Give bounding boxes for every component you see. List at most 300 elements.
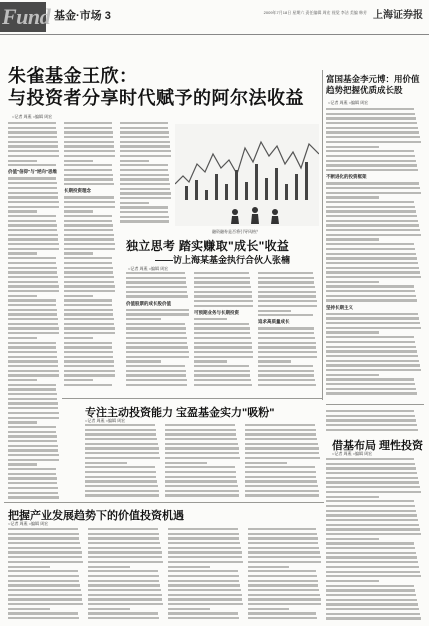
text-line (8, 473, 56, 475)
text-line (64, 224, 113, 226)
text-line (248, 561, 321, 563)
text-line (8, 309, 57, 311)
text-line (168, 561, 243, 563)
text-line (8, 374, 59, 376)
text-line (326, 538, 379, 540)
text-line (8, 537, 79, 539)
text-line (64, 276, 114, 278)
text-line (64, 365, 114, 367)
text-line (64, 122, 112, 124)
text-line (8, 351, 57, 353)
text-line (8, 482, 57, 484)
text-line (326, 220, 418, 222)
text-line (194, 291, 252, 293)
text-line (194, 295, 252, 297)
photo-caption: 融资融券是否将引导风格？ (212, 229, 260, 234)
text-line (326, 276, 421, 278)
text-line (64, 196, 114, 198)
third-column-3 (168, 528, 244, 623)
text-line (326, 155, 415, 157)
third-byline: ○记者 周燕 ○编辑 周宏 (8, 521, 49, 526)
text-line (258, 379, 315, 381)
text-line (326, 131, 419, 133)
text-line (326, 355, 418, 357)
text-line (326, 589, 415, 591)
text-line (85, 429, 156, 431)
text-line (8, 487, 58, 489)
text-line (64, 174, 113, 176)
text-line (8, 313, 57, 315)
text-line (168, 603, 243, 605)
text-line (245, 485, 318, 487)
text-line (326, 299, 417, 301)
text-line (194, 318, 227, 320)
text-line (8, 252, 37, 254)
text-line (326, 187, 420, 189)
text-line (326, 617, 421, 619)
text-line (326, 500, 414, 502)
third-headline: 把握产业发展趋势下的价值投资机遇 (8, 510, 184, 522)
text-line (8, 594, 82, 596)
text-line (64, 313, 113, 315)
text-line (8, 196, 58, 198)
text-line (126, 370, 186, 372)
main-headline-line2: 与投资者分享时代赋予的阿尔法收益 (8, 88, 304, 109)
text-line (8, 551, 82, 553)
text-line (326, 603, 418, 605)
text-line (8, 164, 56, 166)
text-line (8, 346, 56, 348)
text-line (258, 356, 317, 358)
second-headline: 专注主动投资能力 宝盈基金实力"吸粉" (85, 407, 275, 419)
text-line (326, 571, 420, 573)
text-line (120, 169, 168, 171)
text-line (326, 424, 417, 426)
text-line (8, 356, 57, 358)
text-line (248, 570, 316, 572)
text-line (8, 257, 56, 259)
text-line (168, 584, 240, 586)
text-line (258, 384, 316, 386)
text-line (326, 336, 414, 338)
text-line (8, 131, 57, 133)
text-line (64, 351, 113, 353)
text-line (64, 309, 113, 311)
text-line (8, 496, 59, 498)
text-line (8, 323, 58, 325)
text-line (64, 136, 113, 138)
text-line (168, 575, 239, 577)
text-line (88, 570, 158, 572)
second-column-2 (165, 424, 241, 500)
text-line (64, 290, 115, 292)
text-line (85, 447, 159, 449)
text-line (64, 299, 112, 301)
text-line (85, 462, 127, 464)
text-line (64, 271, 113, 273)
section-subhead: 价值股票的成长股价值 (126, 300, 171, 306)
text-line (326, 585, 414, 587)
text-line (326, 150, 414, 152)
text-line (120, 202, 149, 204)
stock-chart-illustration (175, 124, 319, 226)
text-line (8, 566, 50, 568)
text-line (326, 514, 417, 516)
text-line (326, 472, 417, 474)
text-line (258, 337, 315, 339)
text-line (248, 608, 289, 610)
text-line (8, 192, 58, 194)
text-line (194, 365, 249, 367)
text-line (258, 310, 291, 312)
text-line (120, 136, 169, 138)
main-story-column-1 (8, 122, 60, 502)
feature-subheadline: ——访上海某基金执行合伙人张楠 (155, 255, 291, 265)
text-line (248, 598, 321, 600)
text-line (8, 384, 56, 386)
text-line (258, 374, 314, 376)
text-line (245, 494, 319, 496)
text-line (258, 327, 314, 329)
text-line (8, 426, 56, 428)
text-line (194, 281, 250, 283)
text-line (64, 155, 115, 157)
photo-illustration (175, 124, 319, 226)
text-line (126, 277, 186, 279)
text-line (8, 122, 56, 124)
text-line (88, 537, 159, 539)
text-line (8, 160, 37, 162)
text-line (248, 617, 317, 619)
section-subhead: 追求高质量成长 (258, 319, 290, 325)
text-line (326, 566, 419, 568)
text-line (326, 491, 421, 493)
text-line (326, 322, 420, 324)
text-line (126, 365, 185, 367)
text-line (194, 272, 249, 274)
text-line (194, 374, 250, 376)
text-line (8, 492, 58, 494)
text-line (165, 476, 236, 478)
text-line (64, 332, 115, 334)
text-line (85, 471, 156, 473)
text-line (165, 447, 239, 449)
text-line (326, 388, 416, 390)
text-line (85, 424, 155, 426)
text-line (165, 462, 207, 464)
text-line (245, 466, 315, 468)
text-line (64, 145, 114, 147)
text-line (326, 182, 419, 184)
text-line (258, 272, 313, 274)
text-line (8, 603, 83, 605)
text-line (64, 164, 112, 166)
text-line (248, 589, 319, 591)
text-line (85, 476, 156, 478)
text-line (64, 318, 114, 320)
text-line (168, 547, 241, 549)
text-line (326, 410, 414, 412)
text-line (326, 429, 418, 431)
text-line (64, 229, 113, 231)
text-line (8, 379, 37, 381)
text-line (326, 164, 417, 166)
text-line (248, 528, 316, 530)
text-line (8, 267, 57, 269)
text-line (126, 281, 186, 283)
text-line (64, 346, 112, 348)
text-line (194, 337, 251, 339)
section-subhead: 坚持长期主义 (326, 304, 353, 310)
text-line (326, 169, 418, 171)
text-line (326, 317, 419, 319)
text-line (120, 183, 170, 185)
text-line (258, 332, 314, 334)
text-line (8, 136, 57, 138)
text-line (64, 285, 115, 287)
text-line (8, 402, 58, 404)
text-line (165, 466, 235, 468)
text-line (165, 424, 235, 426)
text-line (168, 533, 239, 535)
text-line (194, 379, 251, 381)
text-line (326, 608, 419, 610)
text-line (8, 155, 59, 157)
text-line (245, 476, 316, 478)
text-line (8, 407, 58, 409)
text-line (168, 566, 210, 568)
text-line (8, 182, 57, 184)
text-line (248, 533, 317, 535)
fourth-headline: 借基布局 理性投资 (332, 440, 424, 452)
text-line (64, 257, 112, 259)
text-line (8, 276, 58, 278)
text-line (8, 332, 59, 334)
text-line (168, 589, 241, 591)
text-line (126, 318, 161, 320)
text-line (8, 580, 79, 582)
text-line (168, 528, 238, 530)
section-subhead: 可预期业务与长期投资 (194, 310, 239, 316)
text-line (8, 360, 58, 362)
text-line (88, 598, 162, 600)
fund-logo-text: Fund (2, 4, 51, 29)
text-line (8, 477, 57, 479)
text-line (8, 570, 78, 572)
text-line (8, 262, 56, 264)
text-line (248, 575, 317, 577)
text-line (326, 136, 420, 138)
text-line (120, 164, 168, 166)
text-line (165, 433, 236, 435)
text-line (194, 342, 252, 344)
text-line (248, 542, 318, 544)
text-line (64, 304, 112, 306)
text-line (85, 485, 158, 487)
text-line (326, 238, 379, 240)
text-line (120, 122, 168, 124)
text-line (8, 238, 58, 240)
text-line (126, 313, 189, 315)
text-line (165, 438, 237, 440)
text-line (8, 365, 58, 367)
text-line (120, 150, 171, 152)
text-line (8, 201, 59, 203)
text-line (64, 201, 115, 203)
text-line (8, 234, 58, 236)
text-line (64, 384, 112, 386)
text-line (8, 342, 56, 344)
text-line (85, 433, 156, 435)
text-line (8, 440, 57, 442)
text-line (126, 291, 187, 293)
text-line (326, 341, 415, 343)
text-line (64, 379, 93, 381)
text-line (326, 290, 415, 292)
text-line (326, 141, 421, 143)
text-line (248, 584, 318, 586)
text-line (8, 206, 59, 208)
text-line (8, 589, 81, 591)
text-line (168, 542, 240, 544)
text-line (8, 370, 59, 372)
text-line (8, 141, 58, 143)
text-line (85, 490, 159, 492)
text-line (88, 608, 130, 610)
third-column-1 (8, 528, 84, 623)
text-line (8, 229, 57, 231)
text-line (168, 594, 242, 596)
third-column-4 (248, 528, 322, 623)
text-line (326, 556, 417, 558)
text-line (88, 556, 162, 558)
text-line (326, 561, 418, 563)
text-line (64, 131, 113, 133)
text-line (120, 206, 168, 208)
text-line (248, 612, 316, 614)
text-line (326, 192, 421, 194)
text-line (326, 248, 415, 250)
text-line (85, 443, 158, 445)
text-line (85, 466, 155, 468)
text-line (258, 286, 315, 288)
text-line (326, 243, 414, 245)
text-line (120, 211, 168, 213)
text-line (120, 127, 168, 129)
text-line (88, 528, 158, 530)
text-line (326, 210, 416, 212)
text-line (258, 365, 313, 367)
text-line (258, 277, 314, 279)
text-line (88, 584, 160, 586)
text-line (8, 398, 57, 400)
text-line (326, 160, 416, 162)
text-line (8, 528, 78, 530)
text-line (326, 528, 420, 530)
text-line (248, 556, 321, 558)
text-line (88, 533, 159, 535)
text-line (248, 580, 318, 582)
text-line (126, 346, 188, 348)
text-line (8, 556, 82, 558)
main-story-column-2 (64, 122, 116, 392)
text-line (326, 580, 379, 582)
text-line (88, 561, 163, 563)
text-line (326, 201, 414, 203)
section-subhead: 不断进化的投资框架 (326, 174, 367, 180)
text-line (326, 267, 419, 269)
text-line (248, 594, 320, 596)
text-line (8, 243, 59, 245)
fund-logo-box (0, 2, 51, 32)
text-line (126, 384, 187, 386)
text-line (326, 215, 417, 217)
text-line (258, 281, 314, 283)
text-line (120, 174, 169, 176)
fourth-byline: ○记者 周燕 ○编辑 周宏 (332, 451, 373, 456)
text-line (326, 378, 414, 380)
text-line (64, 243, 115, 245)
text-line (88, 547, 161, 549)
text-line (8, 388, 56, 390)
fourth-lead-text (326, 410, 422, 434)
text-line (326, 519, 418, 521)
text-line (194, 323, 249, 325)
fourth-column (326, 458, 422, 623)
text-line (8, 561, 83, 563)
text-line (326, 383, 415, 385)
text-line (64, 360, 114, 362)
section-rule-3 (4, 502, 324, 503)
text-line (88, 566, 130, 568)
text-line (248, 547, 319, 549)
text-line (64, 210, 93, 212)
text-line (326, 360, 419, 362)
text-line (326, 196, 379, 198)
text-line (8, 210, 37, 212)
text-line (168, 551, 242, 553)
text-line (8, 468, 56, 470)
second-column-1 (85, 424, 161, 500)
text-line (8, 584, 80, 586)
text-line (194, 351, 253, 353)
text-line (326, 206, 415, 208)
feature-column-1 (126, 272, 190, 392)
text-line (258, 370, 314, 372)
text-line (165, 485, 238, 487)
text-line (326, 486, 420, 488)
text-line (248, 566, 289, 568)
feature-column-3 (258, 272, 318, 392)
text-line (194, 327, 250, 329)
text-line (326, 613, 420, 615)
page-header (0, 0, 429, 36)
text-line (194, 346, 252, 348)
text-line (258, 342, 316, 344)
text-line (248, 551, 320, 553)
text-line (326, 224, 419, 226)
text-line (326, 117, 416, 119)
text-line (88, 617, 159, 619)
text-line (258, 314, 313, 316)
header-rule (0, 34, 429, 35)
text-line (326, 122, 417, 124)
text-line (64, 295, 93, 297)
text-line (8, 281, 58, 283)
text-line (8, 459, 59, 461)
text-line (64, 323, 114, 325)
text-line (326, 113, 415, 115)
